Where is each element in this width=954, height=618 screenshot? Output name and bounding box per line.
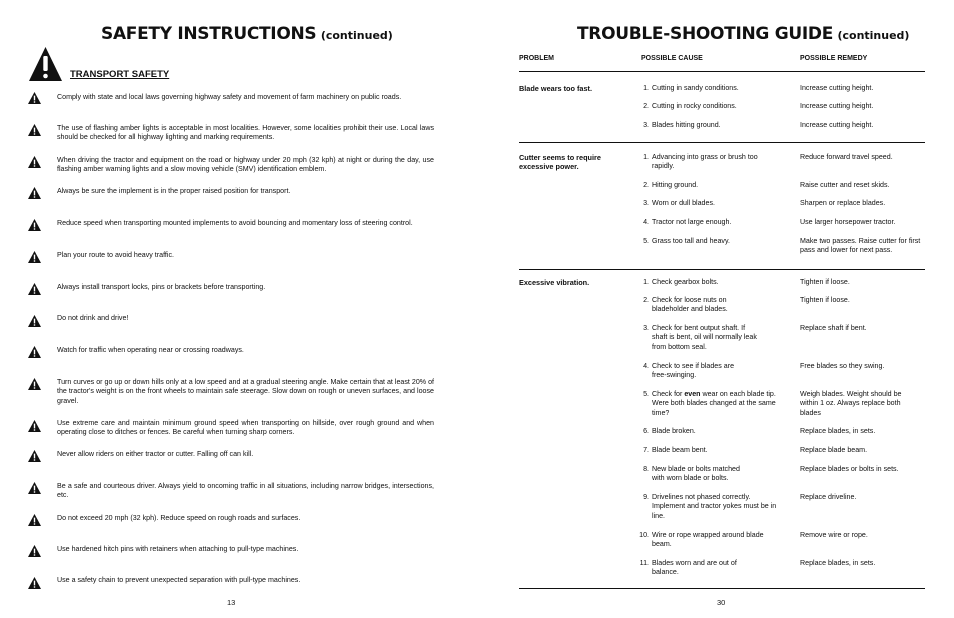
cause-text: Cutting in rocky conditions. — [652, 102, 737, 110]
cause-text: Blade broken. — [652, 427, 696, 435]
cause-text: Cutting in sandy conditions. — [652, 84, 739, 92]
cause-item — [637, 278, 797, 287]
remedy-text: Replace blade beam. — [800, 446, 868, 454]
remedy-text: Make two passes. Raise cutter for first pass and lower for next pass. — [800, 237, 921, 255]
cause-text: New blade or bolts matched with worn blade or bolts. — [652, 465, 740, 483]
cause-text: Check gearbox bolts. — [652, 278, 719, 286]
cause-number: 9. — [643, 493, 649, 501]
cause-item — [637, 237, 797, 246]
cause-text: Tractor not large enough. — [652, 218, 732, 226]
title-sub: (continued) — [837, 29, 910, 42]
problem-label: Cutter seems to require excessive power. — [519, 153, 601, 171]
cause-number: 7. — [643, 446, 649, 454]
warning-icon — [28, 420, 41, 432]
cause-text: Grass too tall and heavy. — [652, 237, 730, 245]
rule-text: Use extreme care and maintain minimum ground speed when transporting on hillside, over rough ground and when operating close to ditches or fences. Be careful when turning sharp corners. — [57, 419, 434, 437]
rule-text: Do not exceed 20 mph (32 kph). Reduce speed on rough roads and surfaces. — [57, 514, 301, 522]
rule-text: Reduce speed when transporting mounted implements to avoid bouncing and momentary loss of steering control. — [57, 219, 413, 227]
cause-item — [637, 427, 797, 436]
cause-number: 5. — [643, 237, 649, 245]
cause-number: 1. — [643, 153, 649, 161]
remedy-text: Increase cutting height. — [800, 121, 874, 129]
cause-item — [637, 218, 797, 227]
warning-icon — [28, 378, 41, 390]
cause-item — [637, 324, 797, 352]
cause-text: Worn or dull blades. — [652, 199, 715, 207]
remedy-text: Replace blades, in sets. — [800, 559, 876, 567]
title-main: SAFETY INSTRUCTIONS — [101, 24, 317, 44]
warning-icon — [28, 251, 41, 263]
cause-text: Blade beam bent. — [652, 446, 708, 454]
warning-icon — [28, 482, 41, 494]
title-sub: (continued) — [320, 29, 393, 42]
cause-text: Blades worn and are out of balance. — [652, 559, 737, 577]
problem-label: Excessive vibration. — [519, 278, 590, 287]
cause-text: Check for loose nuts on bladeholder and blades. — [652, 296, 728, 314]
warning-icon — [28, 187, 41, 199]
cause-text-emphasis: even — [684, 390, 701, 398]
section-rule — [519, 142, 925, 143]
cause-number: 4. — [643, 362, 649, 370]
cause-text: Drivelines not phased correctly. Implement and tractor yokes must be in line. — [652, 493, 777, 520]
remedy-text: Remove wire or rope. — [800, 531, 868, 539]
rule-text: Never allow riders on either tractor or cutter. Falling off can kill. — [57, 450, 254, 458]
cause-item — [637, 102, 797, 111]
rule-text: The use of flashing amber lights is acceptable in most localities. However, some localities prohibit their use. Local laws should be checked for all highway lighting and marking requirements. — [57, 124, 434, 142]
cause-text: Check for bent output shaft. If shaft is bent, oil will normally leak from bottom seal. — [652, 324, 757, 351]
remedy-text: Tighten if loose. — [800, 296, 850, 304]
warning-icon — [28, 156, 41, 168]
cause-number: 2. — [643, 296, 649, 304]
column-header-remedy: POSSIBLE REMEDY — [800, 55, 868, 62]
cause-item — [637, 531, 797, 550]
warning-icon — [28, 450, 41, 462]
rule-text: Use hardened hitch pins with retainers when attaching to pull-type machines. — [57, 545, 299, 553]
page-title — [101, 24, 393, 44]
page-number: 30 — [717, 598, 726, 607]
cause-text: Wire or rope wrapped around blade beam. — [652, 531, 764, 549]
cause-item — [637, 181, 797, 190]
remedy-text: Tighten if loose. — [800, 278, 850, 286]
cause-number: 1. — [643, 278, 649, 286]
warning-icon — [28, 577, 41, 589]
warning-icon — [28, 514, 41, 526]
cause-number: 6. — [643, 427, 649, 435]
cause-text-pre: Check for — [652, 390, 685, 398]
remedy-text: Sharpen or replace blades. — [800, 199, 886, 207]
cause-item — [637, 362, 797, 381]
warning-icon — [28, 92, 41, 104]
cause-number: 10. — [639, 531, 649, 539]
remedy-text: Replace blades, in sets. — [800, 427, 876, 435]
warning-icon — [28, 346, 41, 358]
cause-number: 11. — [639, 559, 649, 567]
cause-text: Hitting ground. — [652, 181, 699, 189]
rule-text: Plan your route to avoid heavy traffic. — [57, 251, 174, 259]
rule-text: Use a safety chain to prevent unexpected separation with pull-type machines. — [57, 576, 301, 584]
cause-text: Advancing into grass or brush too rapidly. — [652, 153, 758, 171]
remedy-text: Replace driveline. — [800, 493, 857, 501]
rule-text: Comply with state and local laws governing highway safety and movement of farm machinery on public roads. — [57, 93, 402, 101]
cause-number: 1. — [643, 84, 649, 92]
warning-icon — [28, 283, 41, 295]
cause-text: Check to see if blades are free-swinging. — [652, 362, 735, 380]
remedy-text: Replace shaft if bent. — [800, 324, 867, 332]
rule-text: Watch for traffic when operating near or crossing roadways. — [57, 346, 244, 354]
rule-text: Always install transport locks, pins or brackets before transporting. — [57, 283, 266, 291]
cause-item — [637, 493, 797, 521]
problem-label: Blade wears too fast. — [519, 84, 592, 93]
section-rule — [519, 269, 925, 270]
rule-text: Do not drink and drive! — [57, 314, 129, 322]
cause-item — [637, 199, 797, 208]
cause-number: 2. — [643, 102, 649, 110]
cause-number: 4. — [643, 218, 649, 226]
cause-number: 3. — [643, 121, 649, 129]
warning-icon — [28, 124, 41, 136]
column-header-problem: PROBLEM — [519, 55, 554, 62]
cause-number: 3. — [643, 324, 649, 332]
cause-item — [637, 465, 797, 484]
cause-text: Blades hitting ground. — [652, 121, 721, 129]
footer-rule — [519, 588, 925, 589]
remedy-text: Reduce forward travel speed. — [800, 153, 893, 161]
large-warning-icon — [28, 46, 63, 82]
cause-item — [637, 559, 797, 578]
column-header-cause: POSSIBLE CAUSE — [641, 55, 703, 62]
title-main: TROUBLE-SHOOTING GUIDE — [577, 24, 834, 44]
remedy-text: Raise cutter and reset skids. — [800, 181, 890, 189]
section-heading: TRANSPORT SAFETY — [70, 69, 170, 80]
cause-text — [652, 390, 787, 418]
cause-number: 2. — [643, 181, 649, 189]
rule-text: Always be sure the implement is in the proper raised position for transport. — [57, 187, 291, 195]
warning-icon — [28, 219, 41, 231]
cause-item — [637, 446, 797, 455]
header-rule — [519, 71, 925, 72]
cause-number: 8. — [643, 465, 649, 473]
cause-item — [637, 296, 797, 315]
remedy-text: Increase cutting height. — [800, 102, 874, 110]
cause-number: 5. — [643, 390, 649, 398]
remedy-text: Free blades so they swing. — [800, 362, 885, 370]
cause-item — [637, 153, 797, 172]
rule-text: When driving the tractor and equipment on the road or highway under 20 mph (32 kph) at night or during the day, use flashing amber warning lights and a slow moving vehicle (SMV) identification emblem. — [57, 156, 434, 174]
warning-icon — [28, 545, 41, 557]
remedy-text: Use larger horsepower tractor. — [800, 218, 896, 226]
cause-item — [637, 121, 797, 130]
left-page — [0, 0, 470, 618]
warning-icon — [28, 315, 41, 327]
cause-number: 3. — [643, 199, 649, 207]
right-page — [477, 0, 954, 618]
remedy-text: Increase cutting height. — [800, 84, 874, 92]
remedy-text: Replace blades or bolts in sets. — [800, 465, 899, 473]
cause-item — [637, 84, 797, 93]
rule-text: Be a safe and courteous driver. Always yield to oncoming traffic in all situations, including narrow bridges, intersections, etc. — [57, 482, 434, 500]
rule-text: Turn curves or go up or down hills only at a low speed and at a gradual steering angle. Make certain that at least 20% of the tractor's weight is on the front wheels to maintain safe steerage. Slow down on rough or uneven surfaces, and loose gravel. — [57, 378, 434, 405]
remedy-text: Weigh blades. Weight should be within 1 oz. Always replace both blades — [800, 390, 902, 417]
cause-text-post: wear on each blade tip. Were both blades changed at the same time? — [652, 390, 776, 417]
cause-item — [637, 390, 797, 418]
page-number: 13 — [227, 598, 236, 607]
page-title — [577, 24, 909, 44]
